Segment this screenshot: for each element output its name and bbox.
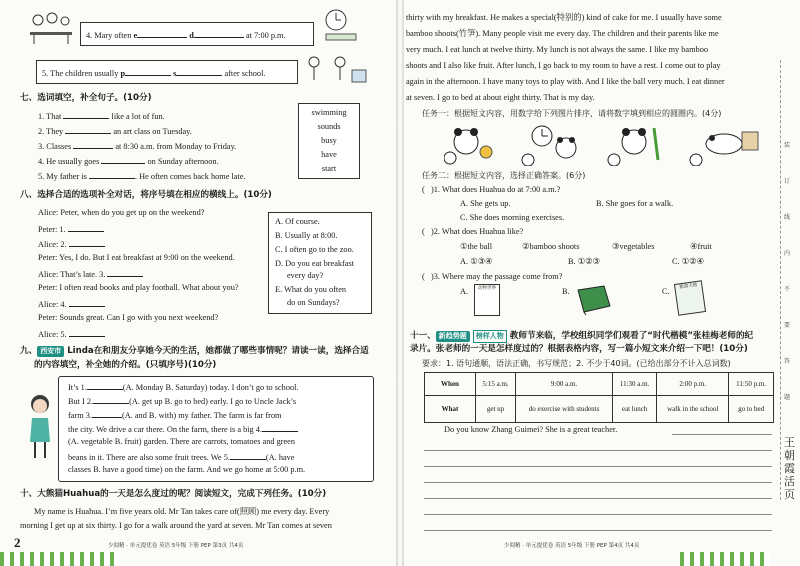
left-page <box>0 0 396 566</box>
linda-line3: farm 3. (A. and B. with) my father. The farm is far from <box>68 408 282 421</box>
passage-line4: shoots and I also like fruit. After lunch, I go back to my room to have a rest. I come out to play <box>406 61 721 70</box>
linda-line6: beans in it. There are also some fruit trees. We 5. (A. have <box>68 450 295 463</box>
table-cell: do exercise with students <box>516 396 613 423</box>
panda-ball-picture <box>444 128 492 164</box>
writing-line[interactable] <box>424 530 772 531</box>
right-decor-strip <box>680 552 770 566</box>
table-cell: walk in the school <box>657 396 729 423</box>
sec7-blank3[interactable] <box>73 139 113 149</box>
passage-line1: thirty with my breakfast. He makes a special(特别的) kind of cake for me. I usually have some <box>406 13 722 22</box>
table-cell: get up <box>476 396 516 423</box>
passage-line6: at seven. I go to bed at about eight thirty. That is my day. <box>406 93 595 102</box>
schedule-table <box>424 372 774 423</box>
dialog-line2: Peter: 1. <box>38 222 104 235</box>
dialog-line4: Peter: Yes, I do. But I eat breakfast at 9:00 on the weekend. <box>38 253 235 262</box>
q1-stem: ( )1. What does Huahua do at 7:00 a.m.? <box>422 185 561 194</box>
q5-blank1[interactable] <box>125 66 171 76</box>
sec7-item1: 1. That like a lot of fun. <box>38 109 165 122</box>
sec10-title: 十、大熊猫Huahua的一天是怎么度过的呢？阅读短文，完成下列任务。(10分) <box>20 489 327 499</box>
sec7-item3: 3. Classes at 8:30 a.m. from Monday to Friday. <box>38 139 236 152</box>
writing-start: Do you know Zhang Guimei? She is a great teacher. <box>444 425 618 434</box>
side-word: 线 <box>784 214 791 221</box>
linda-blank2[interactable] <box>93 394 129 404</box>
sec9-title: 九、 西安市 Linda在和朋友分享她今天的生活，她都做了哪些事情呢？请读一读，选择合适 <box>20 346 369 356</box>
table-cell: 9:00 a.m. <box>516 373 613 396</box>
new-trend-tag: 新趋势题 <box>436 331 470 342</box>
linda-line1: It’s 1. (A. Monday B. Saturday) today. I don’t go to school. <box>68 380 299 393</box>
dialog-line3: Alice: 2. <box>38 237 105 250</box>
task1-title: 任务一：根据短文内容，用数字给下列图片排序，请将数字填到相应的圆圈内。(4分) <box>422 109 722 118</box>
q5-blank2[interactable] <box>176 66 222 76</box>
q2-item1: ①the ball <box>460 242 493 251</box>
word-busy: busy <box>321 136 337 145</box>
sec7-item4: 4. He usually goes on Sunday afternoon. <box>38 154 219 167</box>
panda-passage-line2: morning I get up at six thirty. I go for a walk around the yard at seven. Mr Tan comes at seven <box>20 521 332 530</box>
sec7-item2: 2. They an art class on Tuesday. <box>38 124 192 137</box>
side-word: 内 <box>784 250 791 257</box>
q5-line: 5. The children usually p s after school. <box>42 66 265 79</box>
table-cell: go to bed <box>729 396 774 423</box>
brand-logo-text: 王朝霞活页 <box>784 436 795 501</box>
panda-pictures <box>444 120 774 166</box>
side-word: 答 <box>784 358 791 365</box>
writing-line[interactable] <box>424 498 772 499</box>
q2-stem: ( )2. What does Huahua like? <box>422 227 524 236</box>
dialog-blank2[interactable] <box>69 237 105 247</box>
clock-dinner-icon <box>296 6 360 46</box>
sec8-title: 八、选择合适的选项补全对话，将序号填在相应的横线上。(10分) <box>20 190 272 200</box>
option-d: D. Do you eat breakfast <box>275 259 355 268</box>
region-tag: 西安市 <box>37 346 64 357</box>
what-header: What <box>425 396 476 423</box>
option-d-cont: every day? <box>287 271 324 280</box>
book-travel-icon: 旅游天地 <box>674 280 706 316</box>
writing-line[interactable] <box>424 482 772 483</box>
options-box <box>268 212 372 314</box>
option-e-cont: do on Sundays? <box>287 298 340 307</box>
dialog-blank4[interactable] <box>69 297 105 307</box>
table-cell: 11:30 a.m. <box>612 373 656 396</box>
when-header: When <box>425 373 476 396</box>
linda-line5: (A. vegetable B. fruit) garden. There are carrots, tomatoes and green <box>68 437 295 446</box>
writing-line[interactable] <box>424 514 772 515</box>
side-word: 要 <box>784 322 791 329</box>
q3-option-b: B. <box>562 287 570 296</box>
q3-option-a: A. <box>460 287 469 296</box>
left-footer: 少阅精 · 单元提优卷 英语 5年级 下册 PEP 第3页 共4页 <box>108 543 244 549</box>
linda-blank1[interactable] <box>87 380 123 390</box>
page-number: 2 <box>14 535 21 550</box>
linda-line7: classes B. have a good time) on the farm. And we go home at 5:00 p.m. <box>68 465 306 474</box>
book-animal-icon: 动物世界 <box>474 284 500 316</box>
writing-line[interactable] <box>424 466 772 467</box>
word-start: start <box>321 164 337 173</box>
q4-blank2[interactable] <box>194 28 244 38</box>
side-word: 题 <box>784 394 791 401</box>
role-model-tag: 榜样人物 <box>473 330 507 343</box>
option-a: A. Of course. <box>275 217 320 226</box>
passage-line2: bamboo shoots(竹笋). Many people visit me every day. The children and their parents like me <box>406 29 719 38</box>
q2-item4: ④fruit <box>690 242 712 251</box>
panda-sleep-picture <box>690 132 758 166</box>
sec9-title2: 的内容填空，补全她的介绍。(只填序号)(10分) <box>34 360 217 370</box>
sec7-title: 七、选词填空，补全句子。(10分) <box>20 93 152 103</box>
side-word: 不 <box>784 286 791 293</box>
side-word: 装 <box>784 142 791 149</box>
linda-line4: the city. We drive a car there. On the farm, there is a big 4. <box>68 422 298 435</box>
linda-blank4[interactable] <box>262 422 298 432</box>
sec7-blank1[interactable] <box>63 109 109 119</box>
girl-linda-icon <box>24 392 56 462</box>
sec7-blank2[interactable] <box>65 124 111 134</box>
dialog-blank5[interactable] <box>69 327 105 337</box>
option-c: C. I often go to the zoo. <box>275 245 354 254</box>
dialog-line7: Alice: 4. <box>38 297 105 310</box>
dialog-line8: Peter: Sounds great. Can I go with you next weekend? <box>38 313 219 322</box>
option-e: E. What do you often <box>275 285 347 294</box>
family-table-icon <box>28 10 74 46</box>
word-bank <box>298 103 360 179</box>
dialog-line1: Alice: Peter, when do you get up on the weekend? <box>38 208 205 217</box>
dialog-line6: Peter: I often read books and play football. What about you? <box>38 283 239 292</box>
sec11-title2: 录片。张老师的一天是怎样度过的？根据表格内容，写一篇小短文来介绍一下吧！(10分) <box>410 344 748 354</box>
panda-clock-picture <box>522 126 576 166</box>
q2-option-a: A. ①③④ <box>460 257 493 266</box>
writing-line[interactable] <box>424 450 772 451</box>
children-play-icon <box>300 52 370 88</box>
word-swimming: swimming <box>311 108 347 117</box>
q3-answer-paren[interactable]: ( <box>422 272 425 281</box>
q1-option-b: B. She goes for a walk. <box>596 199 674 208</box>
task2-title: 任务二：根据短文内容，选择正确答案。(6分) <box>422 171 586 180</box>
q4-line: 4. Mary often e d at 7:00 p.m. <box>86 28 286 41</box>
right-page <box>404 0 800 566</box>
q3-stem: ( )3. Where may the passage come from? <box>422 272 563 281</box>
table-cell: eat lunch <box>612 396 656 423</box>
q3-option-c: C. <box>662 287 670 296</box>
sec7-blank4[interactable] <box>101 154 145 164</box>
binding-line <box>780 60 782 500</box>
word-have: have <box>321 150 337 159</box>
passage-line3: very much. I eat lunch at twelve thirty. My lunch is not always the same. I like my bamboo <box>406 45 708 54</box>
q2-item3: ③vegetables <box>612 242 655 251</box>
linda-blank5[interactable] <box>230 450 266 460</box>
q4-blank1[interactable] <box>137 28 187 38</box>
dialog-blank1[interactable] <box>68 222 104 232</box>
q2-answer-paren[interactable]: ( <box>422 227 425 236</box>
q2-item2: ②bamboo shoots <box>522 242 580 251</box>
q2-option-b: B. ①②③ <box>568 257 600 266</box>
q1-option-c: C. She does morning exercises. <box>460 213 565 222</box>
table-row-what <box>425 396 774 423</box>
dialog-blank3[interactable] <box>107 267 143 277</box>
linda-line2: But I 2. (A. get up B. go to bed) early. I go to Uncle Jack’s <box>68 394 296 407</box>
table-cell: 2:00 p.m. <box>657 373 729 396</box>
dialog-line5: Alice: That’s late. 3. <box>38 267 143 280</box>
table-cell: 11:50 p.m. <box>729 373 774 396</box>
writing-line[interactable] <box>672 434 772 435</box>
sec11-requirements: 要求：1. 语句通顺，语法正确，书写规范；2. 不少于40词。(已给出部分不计入总词数) <box>422 359 731 368</box>
book-spine <box>396 0 404 566</box>
option-b: B. Usually at 8:00. <box>275 231 338 240</box>
right-footer: 少阅精 · 单元提优卷 英语 5年级 下册 PEP 第4页 共4页 <box>504 543 640 549</box>
sec7-item5: 5. My father is . He often comes back home late. <box>38 169 246 182</box>
sec11-title: 十一、 新趋势题 榜样人物 教师节来临，学校组织同学们观看了“时代楷模”张桂梅老师的纪 <box>410 331 754 341</box>
word-sounds: sounds <box>317 122 341 131</box>
linda-blank3[interactable] <box>92 408 122 418</box>
q1-answer-paren[interactable]: ( <box>422 185 425 194</box>
table-cell: 5:15 a.m. <box>476 373 516 396</box>
side-word: 订 <box>784 178 791 185</box>
dialog-line9: Alice: 5. <box>38 327 105 340</box>
table-row-when <box>425 373 774 396</box>
left-decor-strip <box>0 552 120 566</box>
panda-passage-line1: My name is Huahua. I’m five years old. Mr Tan takes care of(照顾) me every day. Every <box>34 507 330 516</box>
sec7-blank5[interactable] <box>89 169 135 179</box>
book-green-icon <box>574 284 614 316</box>
q2-option-c: C. ①②④ <box>672 257 704 266</box>
passage-line5: again in the afternoon. I have many toys to play with. And I like the ball very much. I eat dinner <box>406 77 725 86</box>
panda-bamboo-picture <box>608 128 658 166</box>
q1-option-a: A. She gets up. <box>460 199 511 208</box>
